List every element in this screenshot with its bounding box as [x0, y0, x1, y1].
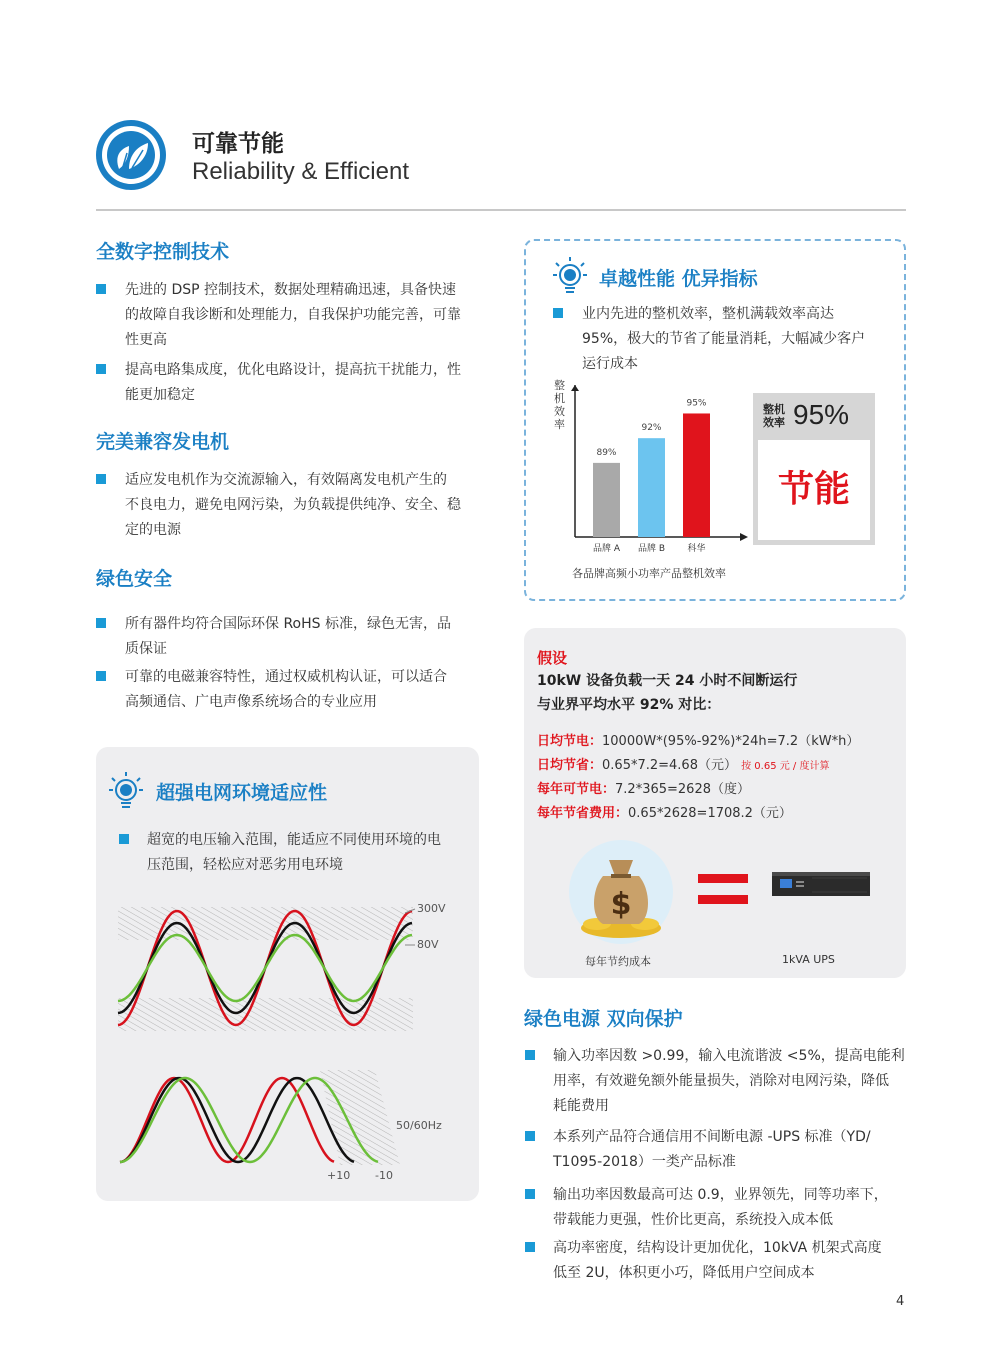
frequency-wave	[120, 1078, 354, 1162]
bullet-dsp: 先进的 DSP 控制技术，数据处理精确迅速，具备快速 的故障自我诊断和处理能力，自我保护功能完善，可靠 性更高	[96, 278, 486, 353]
voltage-wave	[118, 935, 412, 1001]
ups-caption: 1kVA UPS	[782, 953, 835, 966]
equals-sign-bottom	[698, 895, 748, 904]
svg-text:$: $	[610, 887, 632, 922]
bullet-square-icon	[96, 618, 106, 628]
bullet-power-density: 高功率密度，结构设计更加优化，10kVA 机架式高度 低至 2U，体积更小巧，降低用户空间成本	[525, 1236, 910, 1286]
bullet-rohs: 所有器件均符合国际环保 RoHS 标准，绿色无害，品 质保证	[96, 612, 486, 662]
section-title-digital-control: 全数字控制技术	[96, 241, 230, 263]
section-title-generator: 完美兼容发电机	[96, 431, 230, 453]
bullet-square-icon	[525, 1050, 535, 1060]
bullet-square-icon	[96, 474, 106, 484]
efficiency-badge	[753, 393, 875, 545]
money-caption: 每年节约成本	[585, 955, 651, 968]
lightbulb-idea-icon	[552, 255, 588, 295]
page-number: 4	[896, 1294, 905, 1309]
frequency-range-sine-diagram	[110, 1060, 430, 1170]
assumption-line2: 与业界平均水平 92% 对比：	[537, 697, 721, 713]
ups-device-image	[772, 870, 872, 898]
bullet-output-pf: 输出功率因数最高可达 0.9，业界领先，同等功率下， 带载能力更强，性价比更高，系统投入成本低	[525, 1183, 910, 1233]
bullet-square-icon	[96, 364, 106, 374]
bar-1	[593, 463, 620, 537]
bullet-square-icon	[96, 284, 106, 294]
calc-daily-saving: 日均节省：0.65*7.2=4.68（元） 按 0.65 元 / 度计算	[537, 758, 830, 773]
badge-label: 整机 效率	[763, 403, 785, 429]
bullet-square-icon	[525, 1189, 535, 1199]
bullet-efficiency: 业内先进的整机效率，整机满载效率高达 95%，极大的节省了能量消耗，大幅减少客户 运行成本	[553, 302, 893, 377]
bullet-voltage-range: 超宽的电压输入范围，能适应不同使用环境的电 压范围，轻松应对恶劣用电环境	[119, 828, 479, 878]
section-title-green-power: 绿色电源 双向保护	[524, 1008, 683, 1030]
money-bag-icon	[567, 838, 675, 946]
voltage-range-sine-diagram	[110, 895, 465, 1040]
bullet-generator: 适应发电机作为交流源输入，有效隔离发电机产生的 不良电力，避免电网污染，为负载提供纯净、安全、稳 定的电源	[96, 468, 486, 543]
bar-category-label: 科华	[687, 544, 706, 554]
lightbulb-idea-icon	[108, 770, 144, 810]
section-title-green-safety: 绿色安全	[96, 568, 173, 590]
calc-yearly-power: 每年可节电：7.2*365=2628（度）	[537, 782, 750, 797]
label-frequency: 50/60Hz	[396, 1119, 442, 1132]
bar-category-label: 品牌 B	[637, 544, 666, 554]
chart-caption: 各品牌高频小功率产品整机效率	[572, 567, 726, 580]
bar-2	[638, 438, 665, 537]
badge-value: 95%	[793, 399, 850, 430]
page-title-en: Reliability & Efficient	[192, 158, 409, 185]
assumption-title: 假设	[537, 649, 568, 667]
header-divider	[96, 209, 906, 211]
bar-value-label: 89%	[596, 447, 617, 458]
bullet-square-icon	[96, 671, 106, 681]
section-title-performance: 卓越性能 优异指标	[599, 268, 758, 290]
calc-daily-power: 日均节电：10000W*(95%-92%)*24h=7.2（kW*h）	[537, 734, 860, 749]
equals-sign-top	[698, 874, 748, 883]
bullet-square-icon	[525, 1242, 535, 1252]
bar-category-label: 品牌 A	[592, 544, 621, 554]
bullet-yd-standard: 本系列产品符合通信用不间断电源 -UPS 标准（YD/ T1095-2018）一类产品标准	[525, 1125, 910, 1175]
bar-value-label: 92%	[641, 423, 662, 434]
calc-yearly-saving: 每年节省费用：0.65*2628=1708.2（元）	[537, 806, 792, 821]
bullet-square-icon	[119, 834, 129, 844]
section-title-grid-adaptability: 超强电网环境适应性	[156, 782, 328, 804]
label-300v: 300V	[417, 902, 446, 915]
label-minus10: -10	[375, 1169, 393, 1182]
bullet-power-factor: 输入功率因数 >0.99，输入电流谐波 <5%，提高电能利 用率，有效避免额外能量损失，消除对电网污染，降低 耗能费用	[525, 1044, 910, 1119]
bar-3	[683, 413, 710, 537]
label-plus10: +10	[327, 1169, 351, 1182]
page-title-cn: 可靠节能	[192, 131, 284, 157]
bullet-integration: 提高电路集成度，优化电路设计，提高抗干扰能力，性 能更加稳定	[96, 358, 486, 408]
chart-ylabel: 整 机 效 率	[554, 379, 565, 431]
badge-word: 节能	[758, 440, 870, 540]
assumption-line1: 10kW 设备负载一天 24 小时不间断运行	[537, 673, 798, 689]
bullet-square-icon	[525, 1131, 535, 1141]
efficiency-bar-chart	[568, 385, 758, 555]
label-80v: 80V	[417, 938, 439, 951]
leaf-logo-icon	[96, 120, 166, 190]
bullet-emc: 可靠的电磁兼容特性，通过权威机构认证，可以适合 高频通信、广电声像系统场合的专业应用	[96, 665, 486, 715]
bar-value-label: 95%	[686, 398, 707, 409]
bullet-square-icon	[553, 308, 563, 318]
